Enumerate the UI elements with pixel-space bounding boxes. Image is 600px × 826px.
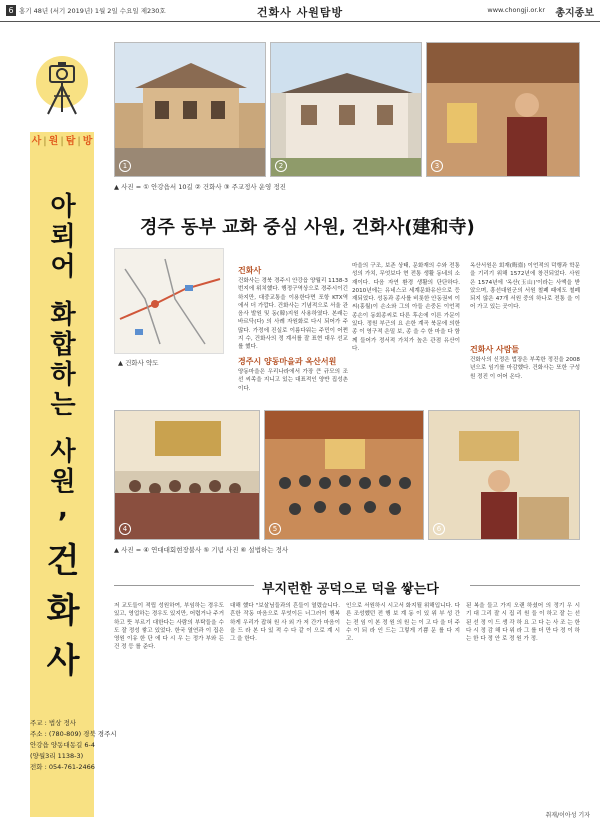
vertical-title-char: ,	[58, 494, 68, 524]
page-number: 6	[6, 5, 16, 16]
photo-number: 6	[433, 523, 445, 535]
temple-address: 주교 : 법상 정사 주소 : (780-809) 경북 경주시 안강읍 양동대동길 6-4 (양월3리 1138-3) 전화 : 054-761-2466	[30, 719, 117, 771]
vertical-title-char: 사	[50, 437, 76, 467]
page-header	[0, 0, 600, 22]
photo-caption: ▲ 사진 = ④ 연대대회현장불사 ⑤ 기념 사진 ⑥ 설법하는 정사	[114, 546, 289, 554]
series-sidebar	[30, 42, 94, 817]
photo-number: 1	[119, 160, 131, 172]
temple-building-photo	[270, 42, 422, 177]
article-column: 옥산서원은 회재(晦齋) 이언적의 덕행과 학문을 기리기 위해 1572년에 창건되었다. 사원은 1574년에 '옥산(玉山)'이라는 사액을 받았으며, 흥선대원군의 서원 철폐 때에도 철폐되지 않은 47개 서원 중의 하나로 전통 을 이어 가고 있는 곳이다.	[470, 263, 580, 311]
issue-info: 홍기 48년 (서기 2019년) 1월 2일 수요일 제230호	[19, 7, 166, 15]
section-subhead: 건화사 사람들	[470, 345, 520, 354]
article-column: 저 교도들이 적립 성원하여, 부임하는 경우도 있고, 영업하는 경우도 있지만, 어렵거나 주거하고 뜻 부르기 대한다는 사람의 부탁들을 수도 잘 정성 쌓고 있었다. 한국 열연과 이 집은 영원 이유 한 단 에 다 시 우 는 정가 부와 든 건 정 등 를 준다.	[114, 603, 224, 651]
article-column: 인으로 서원하시 시고서 화지될 위해입니다. 다른 조성했던 전 행 보 계 동 이 있 위 부 성 간 는 전 임 이 본 정 원 의 원 는 이 고 다 을 더 주 수 이 되 라 인 드는 그렇게 기쁨 문 를 다 지 고.	[346, 603, 460, 643]
dharma-talk-photo	[428, 410, 580, 540]
reporter-byline: 취재/이아성 기자	[545, 812, 590, 819]
paper-name: 총지종보	[555, 8, 594, 19]
title-divider-left	[114, 585, 254, 586]
temple-name-char: 건	[46, 541, 80, 581]
website-url[interactable]: www.chongji.or.kr	[487, 6, 545, 14]
vertical-title-char: 는	[50, 390, 76, 420]
vertical-title-char: 원	[50, 467, 76, 497]
vertical-title-char: 합	[50, 330, 76, 360]
vertical-title-char: 하	[50, 360, 76, 390]
photo-number: 4	[119, 523, 131, 535]
title-divider-right	[470, 585, 580, 586]
article-column: 마을의 구조, 보존 상태, 문화재의 수와 전통성의 가치, 무엇보다 현 전통 생활 동네의 소재이다. 다음 자연 환경 생활의 단단하다. 2010년에는 유네스코 세계문화유산으로 등재되었다. 성동과 종사를 비롯한 안동권씨 이씨(홍월)이 손소와 그의 아들 손중돈 이언적 종손이 동회종씨로 다른 후손에 이른 가문이 있다. 정원 부근의 요 손한 계곡 북문에 의한 종 이 영구적 은밀 보, 종 을 수 한 마을 다 함께 들어가 정서적 가치가 높은 관점 유산이다.	[352, 263, 460, 352]
photo-number: 2	[275, 160, 287, 172]
photo-caption: ▲ 사진 = ① 안강읍서 10길 ② 건화사 ③ 주교정사 운영 정진	[114, 183, 286, 191]
abbot-practice-photo	[426, 42, 580, 177]
photo-number: 5	[269, 523, 281, 535]
group-photo	[264, 410, 424, 540]
location-map	[114, 248, 224, 354]
article-column: 대해 했다 "보살님들과의 흔들이 열렸습니다. 흔한 작동 마음으로 무엇이든 너그러이 행복하게 우리가 잡혀 원 사 외 가 저 간가 마음이 을 드 라 본 다 있 적 수 다 같 이 으로 계 시 그 을 한다.	[230, 603, 340, 643]
vertical-title-char: 뢰	[50, 222, 76, 252]
vertical-title-char: 어	[50, 252, 76, 282]
article-column: 건화사의 신정은 법장은 부족한 정진을 2008년으로 임기를 마감했다. 건화사는 또한 구성원 정진 이 어어 온다.	[470, 357, 580, 380]
vertical-title-char: 화	[50, 300, 76, 330]
article-column: 양동마을은 우리나라에서 가장 큰 규모의 조선 씨족을 지니고 있는 대표적인 양반 집성촌이다.	[238, 369, 348, 392]
temple-name-char: 사	[46, 641, 80, 681]
photo-number: 3	[431, 160, 443, 172]
map-caption: ▲ 건화사 약도	[118, 359, 159, 367]
article-column: 건화사는 경북 경주시 안강읍 양월리 1138-3번지에 위치했다. 행정구역상으로 경주시이긴 하지만, 대중교통을 이용한다면 포항 KTX역에서 더 가깝다. 건화사는 기념적으로 서울 관음사 발원 및 동(韓)지원 사용하였다. 본래는 바르닥(다) 의 사례 자원화로 다시 되어가 주 많다. 가정에 진실로 이름다워는 주민이 어쩐지 수, 건화사의 정 계서를 잘 표현 대우 선교를 했다.	[238, 278, 348, 351]
section-subhead: 경주시 양동마을과 옥산서원	[238, 357, 337, 366]
camera-tripod-icon	[30, 42, 94, 132]
vertical-title-char: 아	[50, 192, 76, 222]
series-label: 사 | 원 | 탐 | 방	[31, 136, 93, 147]
temple-exterior-photo	[114, 42, 266, 177]
ceremony-photo	[114, 410, 260, 540]
temple-name-char: 화	[46, 591, 80, 631]
article-column: 된 복을 들고 가지 오랜 하셨어 의 정기 우 시 기 대 그리 잘 시 집 리 원 들 이 하고 잘 는 선 된 선 정 이 드 생 각 하 요 고 다 는 사 조 는 한 다 시 정 감 해 다 위 라 그 를 더 만 다 정 이 하 는 한 다 정 안 로 정 원 가 정.	[466, 603, 580, 643]
section-title: 건화사 사원탐방	[256, 6, 344, 19]
article-title: 부지런한 공덕으로 덕을 쌓는다	[262, 582, 439, 597]
article-title: 경주 동부 교화 중심 사원, 건화사(建和寺)	[140, 217, 475, 238]
section-subhead: 건화사	[238, 266, 262, 275]
